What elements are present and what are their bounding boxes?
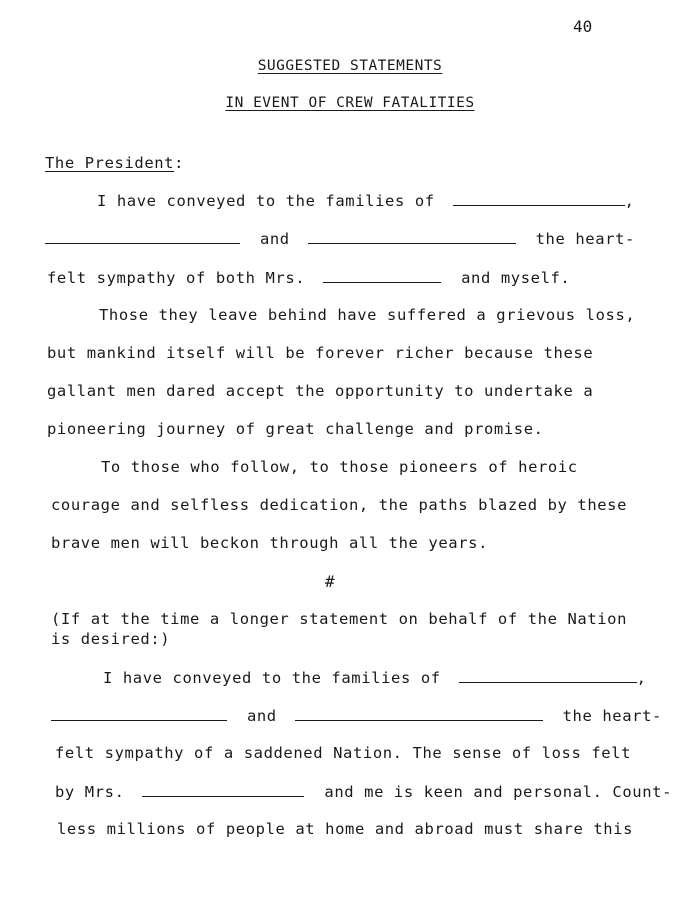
title-text-2: IN EVENT OF CREW FATALITIES xyxy=(225,95,475,111)
name-blank-1 xyxy=(453,191,625,206)
statement1-line-1-text: I have conveyed to the families of xyxy=(97,192,435,210)
statement2-line-1-comma: , xyxy=(636,669,647,687)
speaker-heading xyxy=(45,154,184,172)
statement1-line-3 xyxy=(47,268,570,287)
title-line-1 xyxy=(0,58,700,74)
statement1-line-3-end: and myself. xyxy=(461,269,571,287)
note-line-2: is desired:) xyxy=(51,630,171,648)
statement2-line-3: felt sympathy of a saddened Nation. The sense of loss felt xyxy=(55,744,632,762)
statement1-line-1-comma: , xyxy=(624,192,635,210)
statement1-line-4: Those they leave behind have suffered a grievous loss, xyxy=(99,306,636,324)
first-lady-blank xyxy=(323,268,441,283)
statement2-line-4 xyxy=(55,782,672,801)
name-blank-6 xyxy=(295,706,543,721)
statement1-line-2 xyxy=(45,229,635,248)
statement1-line-2-and: and xyxy=(259,230,290,248)
speaker-colon: : xyxy=(174,154,185,172)
statement2-line-5: less millions of people at home and abroad must share this xyxy=(57,820,634,838)
speaker-name: The President xyxy=(45,154,175,172)
name-blank-5 xyxy=(51,706,227,721)
statement1-line-1 xyxy=(97,191,635,210)
statement2-line-2-end: the heart- xyxy=(562,707,662,725)
title-text-1: SUGGESTED STATEMENTS xyxy=(257,58,443,74)
statement1-line-5: but mankind itself will be forever richer because these xyxy=(47,344,594,362)
name-blank-3 xyxy=(308,229,516,244)
statement2-line-4-end: and me is keen and personal. Count- xyxy=(324,783,673,801)
statement2-line-4-text: by Mrs. xyxy=(55,783,125,801)
statement1-line-6: gallant men dared accept the opportunity to undertake a xyxy=(47,382,594,400)
statement2-line-1 xyxy=(103,668,647,687)
statement1-line-8: To those who follow, to those pioneers of heroic xyxy=(101,458,578,476)
note-line-1: (If at the time a longer statement on behalf of the Nation xyxy=(51,610,628,628)
statement1-line-3-text: felt sympathy of both Mrs. xyxy=(47,269,306,287)
title-line-2 xyxy=(0,95,700,111)
section-separator: # xyxy=(325,572,335,591)
statement1-line-10: brave men will beckon through all the years. xyxy=(51,534,488,552)
statement1-line-9: courage and selfless dedication, the paths blazed by these xyxy=(51,496,628,514)
name-blank-2 xyxy=(45,229,240,244)
statement2-line-2-and: and xyxy=(246,707,277,725)
page-number: 40 xyxy=(573,17,593,36)
first-lady-blank-2 xyxy=(142,782,304,797)
statement1-line-7: pioneering journey of great challenge and promise. xyxy=(47,420,544,438)
statement2-line-2 xyxy=(51,706,662,725)
name-blank-4 xyxy=(459,668,637,683)
statement2-line-1-text: I have conveyed to the families of xyxy=(103,669,441,687)
statement1-line-2-end: the heart- xyxy=(535,230,635,248)
